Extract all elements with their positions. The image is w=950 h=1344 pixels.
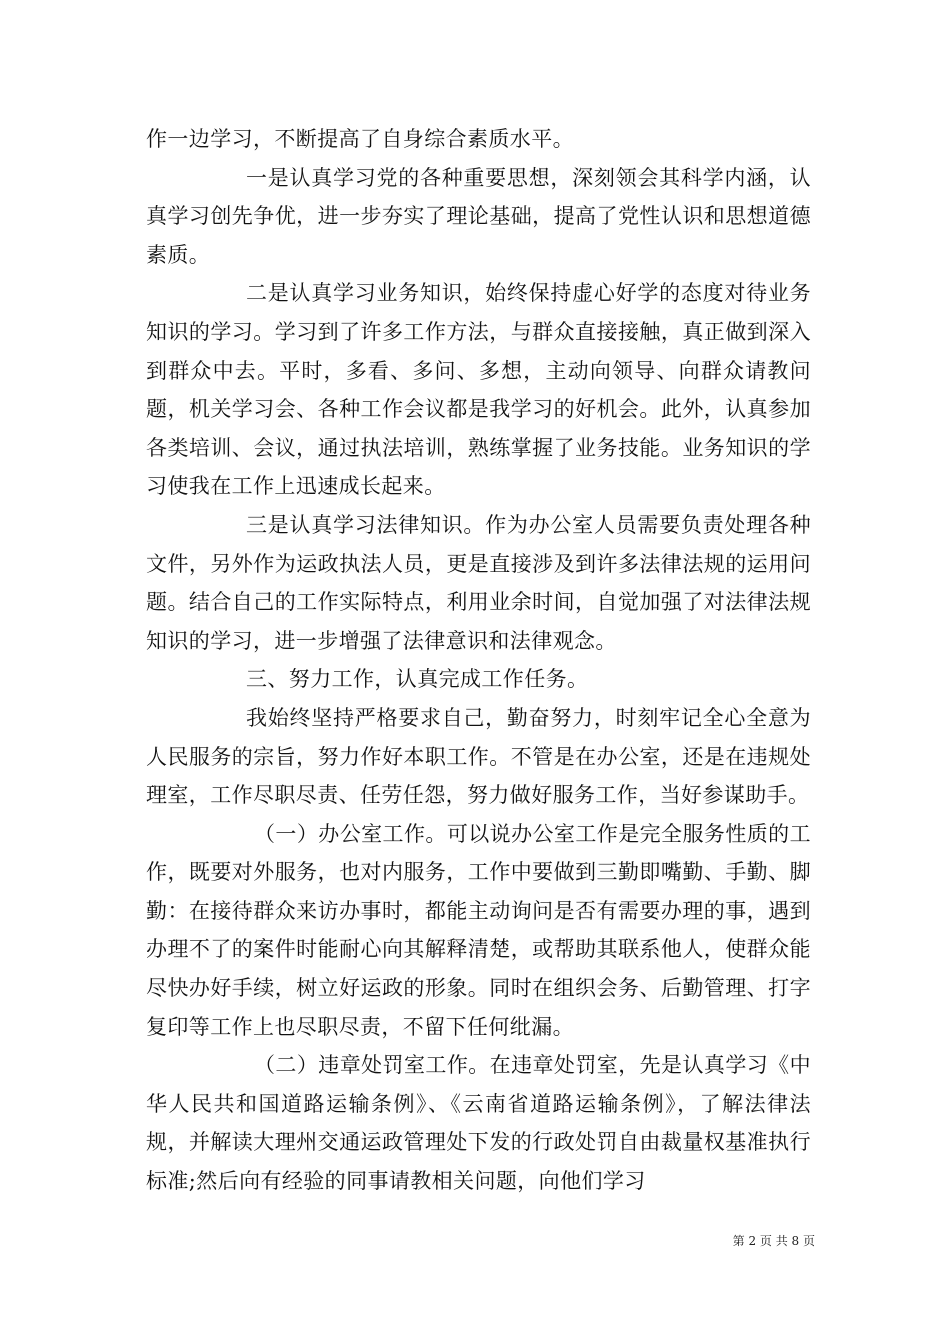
paragraph-study-business: 二是认真学习业务知识，始终保持虚心好学的态度对待业务知识的学习。学习到了许多工作方法，与群众直接接触，真正做到深入到群众中去。平时，多看、多问、多想，主动向领导、向群众请教问题，机关学习会、各种工作会议都是我学习的好机会。此外，认真参加各类培训、会议，通过执法培训，熟练掌握了业务技能。业务知识的学习使我在工作上迅速成长起来。 (146, 281, 811, 499)
document-body (146, 120, 811, 1201)
paragraph-office-work: （一）办公室工作。可以说办公室工作是完全服务性质的工作，既要对外服务，也对内服务，工作中要做到三勤即嘴勤、手勤、脚勤：在接待群众来访办事时，都能主动询问是否有需要办理的事，遇到办理不了的案件时能耐心向其解释清楚，或帮助其联系他人，使群众能尽快办好手续，树立好运政的形象。同时在组织会务、后勤管理、打字复印等工作上也尽职尽责，不留下任何纰漏。 (146, 821, 811, 1039)
section-heading-work: 三、努力工作，认真完成工作任务。 (246, 667, 589, 692)
paragraph-study-law: 三是认真学习法律知识。作为办公室人员需要负责处理各种文件，另外作为运政执法人员，更是直接涉及到许多法律法规的运用问题。结合自己的工作实际特点，利用业余时间，自觉加强了对法律法规知识的学习，进一步增强了法律意识和法律观念。 (146, 512, 811, 653)
paragraph-work-attitude: 我始终坚持严格要求自己，勤奋努力，时刻牢记全心全意为人民服务的宗旨，努力作好本职工作。不管是在办公室，还是在违规处理室，工作尽职尽责、任劳任怨，努力做好服务工作，当好参谋助手。 (146, 705, 811, 808)
paragraph-continuation: 作一边学习，不断提高了自身综合素质水平。 (146, 127, 574, 151)
paragraph-study-theory: 一是认真学习党的各种重要思想，深刻领会其科学内涵，认真学习创先争优，进一步夯实了理论基础，提高了党性认识和思想道德素质。 (146, 165, 811, 267)
page-number-footer: 第 2 页 共 8 页 (732, 1234, 815, 1248)
paragraph-penalty-office-work: （二）违章处罚室工作。在违章处罚室，先是认真学习《中华人民共和国道路运输条例》、《云南省道路运输条例》，了解法律法规，并解读大理州交通运政管理处下发的行政处罚自由裁量权基准执行标准;然后向有经验的同事请教相关问题，向他们学习 (146, 1053, 811, 1194)
